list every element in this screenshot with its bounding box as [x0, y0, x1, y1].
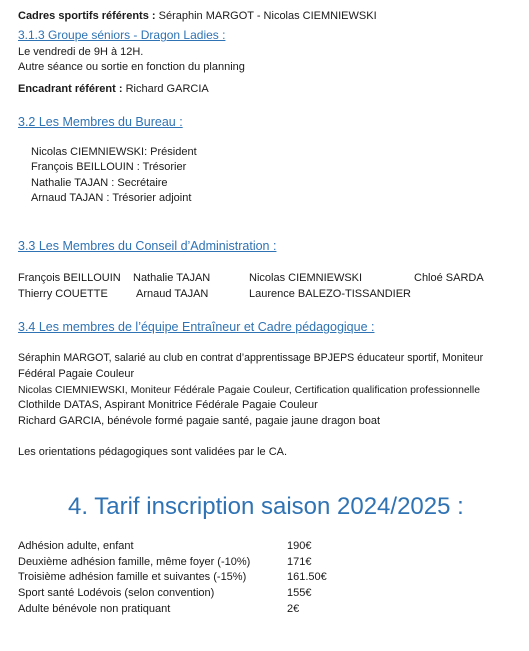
encadrant-line	[18, 82, 209, 97]
conseil-member: Arnaud TAJAN	[136, 288, 209, 300]
tarif-item-price: 190€	[287, 540, 312, 552]
conseil-member: Nicolas CIEMNIEWSKI	[249, 272, 363, 284]
cadres-line	[18, 9, 377, 24]
conseil-member: Laurence BALEZO-TISSANDIER	[249, 288, 412, 300]
encadrant-value: Richard GARCIA	[125, 83, 209, 95]
cadres-label: Cadres sportifs référents :	[18, 10, 156, 22]
schedule-line: Le vendredi de 9H à 12H.	[18, 46, 144, 58]
tarif-item-price: 161.50€	[287, 571, 327, 583]
conseil-member: Thierry COUETTE	[18, 288, 108, 300]
equipe-line: Clothilde DATAS, Aspirant Monitrice Fédérale Pagaie Couleur	[18, 399, 318, 411]
equipe-line: Séraphin MARGOT, salarié au club en contrat d’apprentissage BPJEPS éducateur sportif, Moniteur	[18, 352, 484, 364]
conseil-member: Chloé SARDA	[414, 272, 484, 284]
encadrant-label: Encadrant référent :	[18, 83, 123, 95]
bureau-member: Arnaud TAJAN : Trésorier adjoint	[31, 192, 192, 204]
equipe-line: Fédéral Pagaie Couleur	[18, 368, 135, 380]
tarif-heading: 4. Tarif inscription saison 2024/2025 :	[68, 493, 464, 520]
bureau-member: François BEILLOUIN : Trésorier	[31, 161, 187, 173]
conseil-heading: 3.3 Les Membres du Conseil d’Administration :	[18, 239, 277, 253]
tarif-item-price: 155€	[287, 587, 312, 599]
tarif-item-label: Deuxième adhésion famille, même foyer (-10%)	[18, 556, 251, 568]
tarif-item-label: Troisième adhésion famille et suivantes (-15%)	[18, 571, 247, 583]
equipe-note: Les orientations pédagogiques sont validées par le CA.	[18, 446, 288, 458]
cadres-value: Séraphin MARGOT - Nicolas CIEMNIEWSKI	[158, 10, 377, 22]
equipe-heading: 3.4 Les membres de l’équipe Entraîneur et Cadre pédagogique :	[18, 320, 375, 334]
bureau-heading: 3.2 Les Membres du Bureau :	[18, 115, 183, 129]
equipe-line: Nicolas CIEMNIEWSKI, Moniteur Fédérale Pagaie Couleur, Certification qualification professionnelle	[18, 385, 481, 396]
conseil-member: Nathalie TAJAN	[133, 272, 211, 284]
equipe-line: Richard GARCIA, bénévole formé pagaie santé, pagaie jaune dragon boat	[18, 415, 381, 427]
bureau-member: Nicolas CIEMNIEWSKI: Président	[31, 146, 197, 158]
tarif-item-price: 171€	[287, 556, 312, 568]
tarif-item-label: Adhésion adulte, enfant	[18, 540, 134, 552]
conseil-member: François BEILLOUIN	[18, 272, 121, 284]
schedule-note: Autre séance ou sortie en fonction du planning	[18, 61, 245, 73]
tarif-item-label: Sport santé Lodévois (selon convention)	[18, 587, 215, 599]
group-heading: 3.1.3 Groupe séniors - Dragon Ladies :	[18, 28, 226, 42]
tarif-item-label: Adulte bénévole non pratiquant	[18, 603, 171, 615]
tarif-item-price: 2€	[287, 603, 300, 615]
bureau-member: Nathalie TAJAN : Secrétaire	[31, 177, 168, 189]
